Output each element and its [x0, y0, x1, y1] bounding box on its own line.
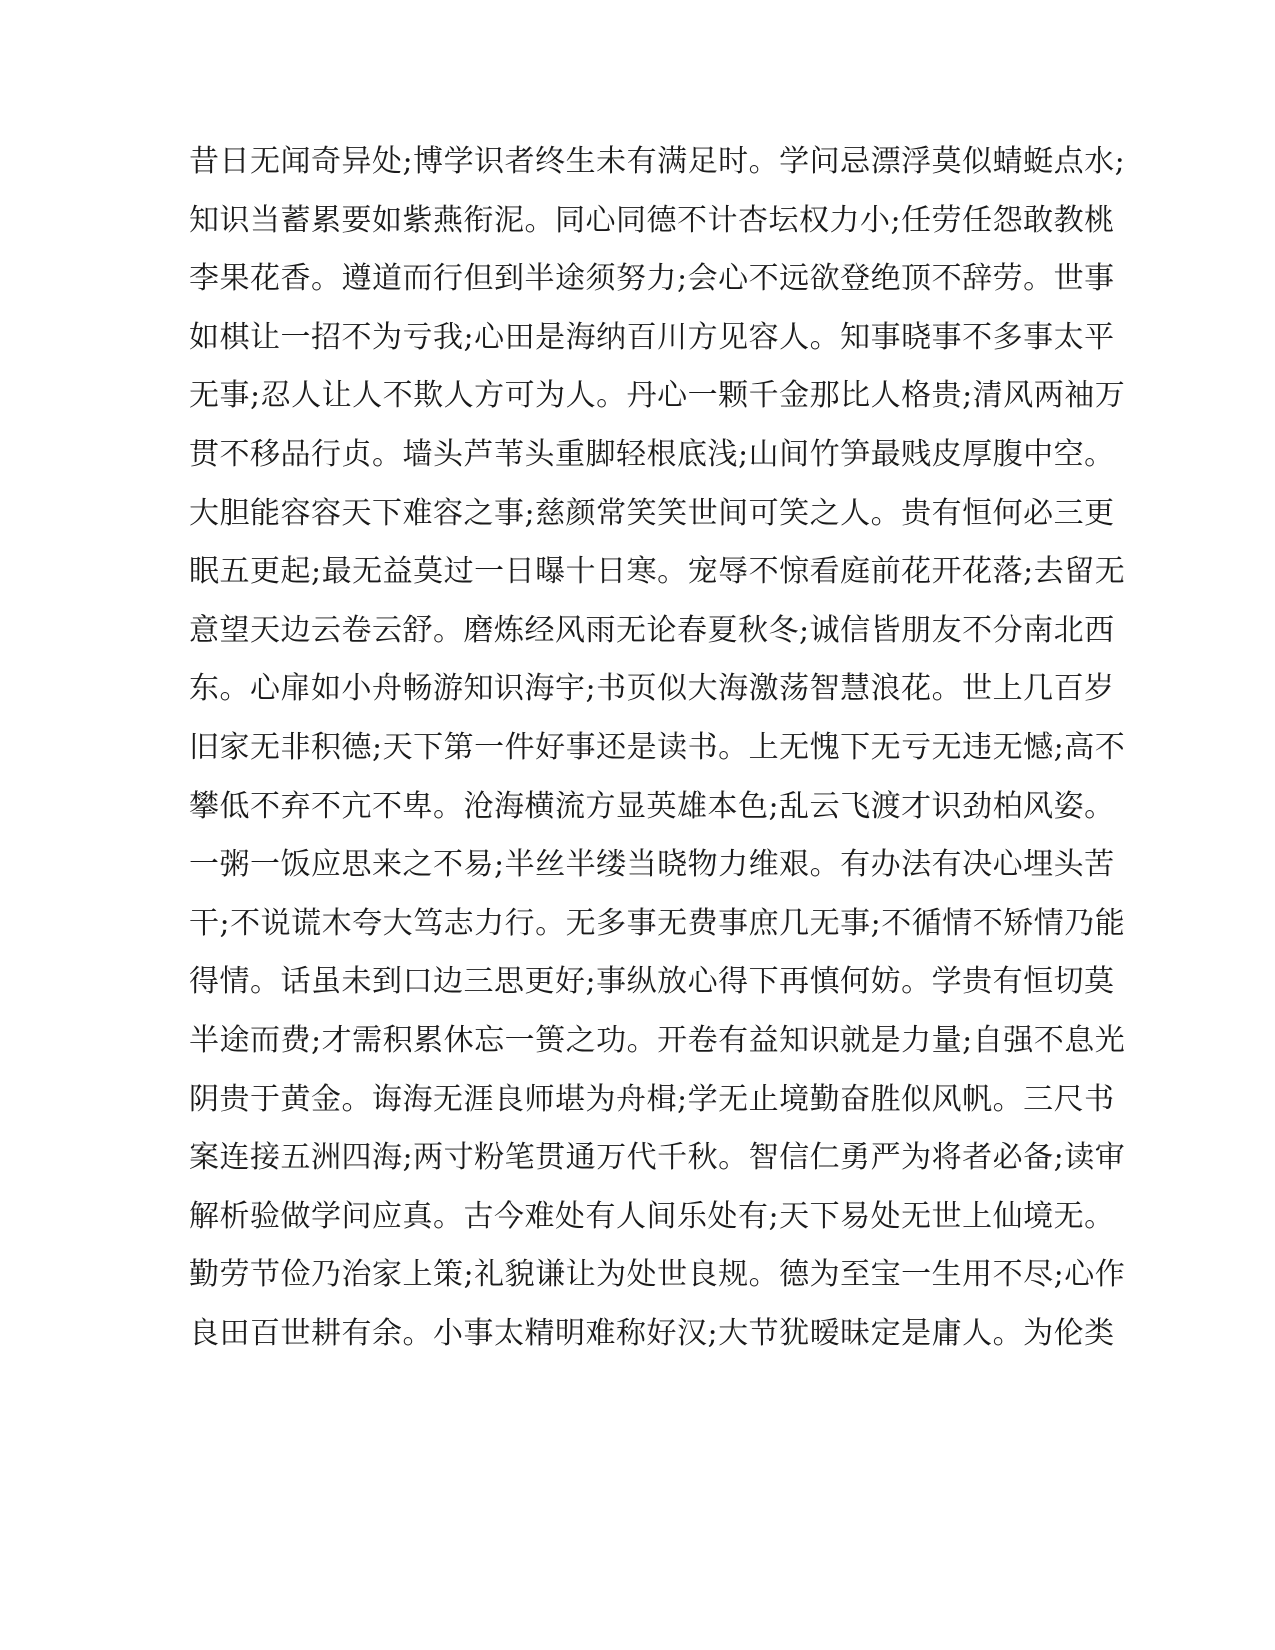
text-line: 干;不说谎木夸大笃志力行。无多事无费事庶几无事;不循情不矫情乃能 — [189, 905, 1126, 941]
text-line: 半途而费;才需积累休忘一篑之功。开卷有益知识就是力量;自强不息光 — [189, 1022, 1126, 1058]
text-line: 如棋让一招不为亏我;心田是海纳百川方见容人。知事晓事不多事太平 — [189, 319, 1115, 355]
text-line: 一粥一饭应思来之不易;半丝半缕当晓物力维艰。有办法有决心埋头苦 — [189, 847, 1115, 883]
text-line: 昔日无闻奇异处;博学识者终生未有满足时。学问忌漂浮莫似蜻蜓点水; — [189, 144, 1126, 179]
text-line: 李果花香。遵道而行但到半途须努力;会心不远欲登绝顶不辞劳。世事 — [189, 261, 1115, 297]
text-line: 眠五更起;最无益莫过一日曝十日寒。宠辱不惊看庭前花开花落;去留无 — [189, 554, 1126, 590]
text-line: 解析验做学问应真。古今难处有人间乐处有;天下易处无世上仙境无。 — [189, 1198, 1115, 1234]
text-line: 攀低不弃不亢不卑。沧海横流方显英雄本色;乱云飞渡才识劲柏风姿。 — [189, 788, 1115, 824]
text-line: 意望天边云卷云舒。磨炼经风雨无论春夏秋冬;诚信皆朋友不分南北西 — [189, 612, 1115, 648]
text-line: 勤劳节俭乃治家上策;礼貌谦让为处世良规。德为至宝一生用不尽;心作 — [189, 1257, 1126, 1293]
text-line: 无事;忍人让人不欺人方可为人。丹心一颗千金那比人格贵;清风两袖万 — [189, 378, 1126, 414]
text-line: 东。心扉如小舟畅游知识海宇;书页似大海激荡智慧浪花。世上几百岁 — [189, 671, 1115, 707]
text-line: 得情。话虽未到口边三思更好;事纵放心得下再慎何妨。学贵有恒切莫 — [189, 964, 1115, 1000]
body-text — [189, 133, 1126, 1363]
text-line: 知识当蓄累要如紫燕衔泥。同心同德不计杏坛权力小;任劳任怨敢教桃 — [189, 202, 1115, 238]
text-line: 贯不移品行贞。墙头芦苇头重脚轻根底浅;山间竹笋最贱皮厚腹中空。 — [189, 436, 1115, 472]
text-line: 阴贵于黄金。诲海无涯良师堪为舟楫;学无止境勤奋胜似风帆。三尺书 — [189, 1081, 1115, 1117]
text-line: 旧家无非积德;天下第一件好事还是读书。上无愧下无亏无违无憾;高不 — [189, 729, 1126, 765]
text-line: 良田百世耕有余。小事太精明难称好汉;大节犹暧昧定是庸人。为伦类 — [189, 1315, 1115, 1351]
text-line: 案连接五洲四海;两寸粉笔贯通万代千秋。智信仁勇严为将者必备;读审 — [189, 1140, 1126, 1176]
text-line: 大胆能容容天下难容之事;慈颜常笑笑世间可笑之人。贵有恒何必三更 — [189, 495, 1115, 531]
